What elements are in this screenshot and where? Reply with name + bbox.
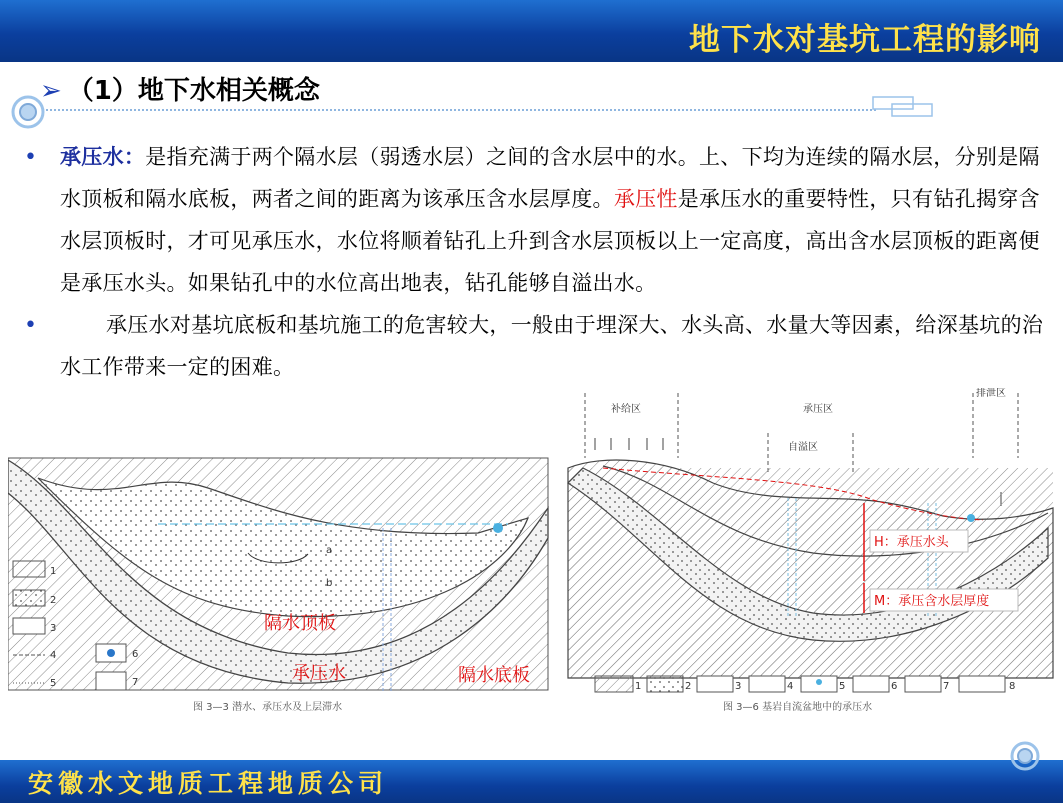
highlight-confinement: 承压性: [613, 187, 678, 211]
svg-text:1: 1: [635, 681, 642, 692]
svg-text:5: 5: [839, 681, 846, 692]
svg-text:6: 6: [891, 681, 898, 692]
svg-text:1: 1: [50, 566, 57, 577]
heading-divider: [46, 109, 876, 111]
section-heading: [40, 70, 320, 107]
svg-text:3: 3: [50, 623, 57, 634]
svg-text:4: 4: [787, 681, 794, 692]
label-confined-water: 承压水: [292, 663, 346, 684]
label-b: b: [326, 578, 333, 589]
label-top-plate: 隔水顶板: [264, 613, 336, 634]
bullet-1: •: [24, 145, 37, 170]
svg-text:7: 7: [943, 681, 950, 692]
corner-decoration-icon: [870, 92, 940, 120]
caption-left: 图 3—3 潜水、承压水及上层滞水: [193, 702, 343, 713]
paragraph-confined-water: [60, 136, 1045, 304]
figure-confined-aquifer-section: [8, 448, 553, 718]
title-bar: [0, 0, 1063, 62]
svg-text:6: 6: [132, 649, 139, 660]
company-name: 安徽水文地质工程地质公司: [28, 769, 389, 798]
zone-overflow: 自溢区: [788, 442, 818, 453]
footer-circle-icon: [1005, 738, 1045, 774]
paragraph-hazard: [60, 304, 1045, 388]
zone-recharge: 补给区: [611, 404, 641, 415]
svg-text:3: 3: [735, 681, 742, 692]
section-title: （1）地下水相关概念: [67, 76, 320, 106]
zone-discharge: 排泄区: [976, 388, 1006, 399]
svg-text:2: 2: [685, 681, 692, 692]
bullet-2: •: [24, 313, 37, 338]
svg-text:7: 7: [132, 677, 139, 688]
label-bottom-plate: 隔水底板: [458, 665, 530, 686]
svg-text:2: 2: [50, 595, 57, 606]
caption-right: 图 3—6 基岩自流盆地中的承压水: [723, 702, 873, 713]
term-confined-water: 承压水：: [60, 145, 146, 169]
label-a: a: [326, 545, 333, 556]
paragraph2-text: 承压水对基坑底板和基坑施工的危害较大，一般由于埋深大、水头高、水量大等因素，给深基坑的治水工作带来一定的困难。: [60, 313, 1044, 379]
slide-title: 地下水对基坑工程的影响: [689, 22, 1041, 58]
paragraph1-text-b: 是承压水的重要特性，只有钻孔揭穿含水层顶板时，才可见承压水，水位将顺着钻孔上升到含水层顶板以上一定高度，高出含水层顶板的距离便是承压水头。如果钻孔中的水位高出地表，钻孔能够自溢出水。: [60, 187, 1040, 295]
svg-text:8: 8: [1009, 681, 1016, 692]
svg-text:4: 4: [50, 650, 57, 661]
figure-artesian-basin: [563, 388, 1058, 718]
label-head: H：承压水头: [874, 535, 949, 550]
label-thickness: M：承压含水层厚度: [874, 594, 990, 609]
svg-text:5: 5: [50, 678, 57, 689]
zone-confined: 承压区: [803, 404, 833, 415]
paragraph1-text-a: 是指充满于两个隔水层（弱透水层）之间的含水层中的水。上、下均为连续的隔水层，分别是隔水顶板和隔水底板，两者之间的距离为该承压含水层厚度。: [60, 145, 1040, 211]
arrow-bullet-icon: ➢: [40, 76, 62, 106]
